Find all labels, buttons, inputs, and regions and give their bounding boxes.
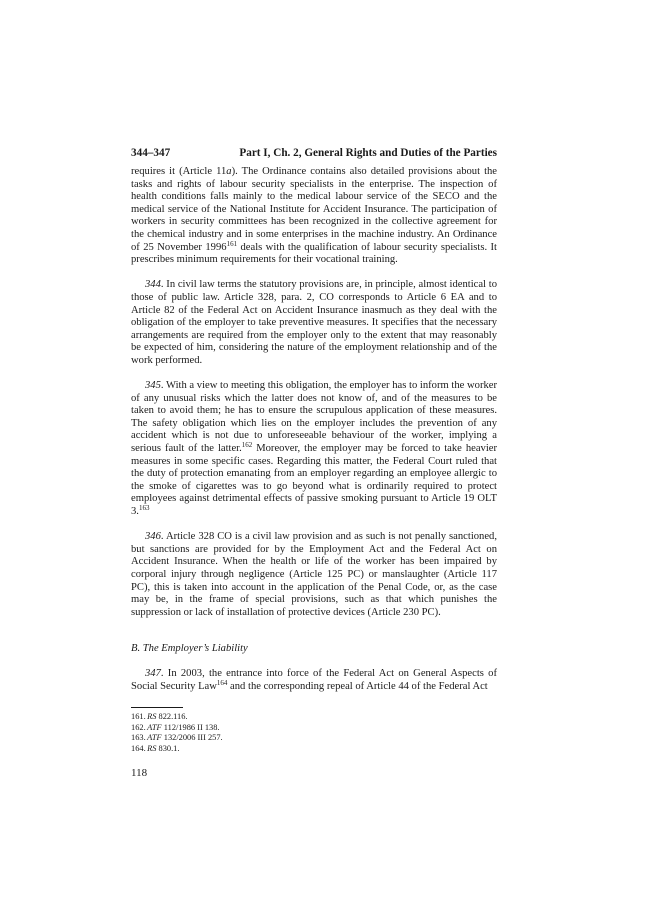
footnote-ref-161[interactable]: 161 (226, 239, 238, 248)
paragraph-number: 346 (145, 531, 161, 543)
footnotes (131, 712, 497, 754)
paragraph-number: 345 (145, 380, 161, 392)
header-paragraph-range: 344–347 (131, 147, 171, 159)
book-page (131, 146, 497, 780)
paragraph-number: 347 (145, 667, 161, 679)
section-heading-b: B. The Employer’s Liability (131, 643, 248, 655)
footnote-divider (131, 707, 183, 708)
footnote: 161. RS 822.116. (131, 712, 188, 722)
running-header (131, 146, 497, 160)
paragraph-number: 344 (145, 279, 161, 291)
paragraph-344: 344. In civil law terms the statutory provisions are, in principle, almost identical to those of public law. Article 328, para. 2, CO corresponds to Article 6 EA and to Article 82 of the Federal Act on Accident Insurance inasmuch as they deal with the obligation of the employer to take preventive measures. It specifies that the necessary arrangements are required from the employer only to the extent that may reasonably be expected of him, considering the nature of the employment relationship and of the work performed. (131, 279, 497, 366)
footnote: 164. RS 830.1. (131, 743, 180, 753)
paragraph-346: 346. Article 328 CO is a civil law provision and as such is not penally sanctioned, but sanctions are provided for by the Employment Act and the Federal Act on Accident Insurance. When the health or life of the worker has been impaired by corporal injury through negligence (Article 125 PC) or manslaughter (Article 117 PC), this is taken into account in the application of the Penal Code, or, as the case may be, in the frame of special provisions, such as that which punishes the suppression or lack of installation of protective devices (Article 230 PC). (131, 531, 497, 618)
footnote-ref-164[interactable]: 164 (216, 678, 228, 687)
footnote: 162. ATF 112/1986 II 138. (131, 722, 220, 732)
footnote: 163. ATF 132/2006 III 257. (131, 733, 223, 743)
intro-paragraph: requires it (Article 11a). The Ordinance contains also detailed provisions about the tasks and rights of labour security specialists in the enterprise. The inspection of health conditions falls mainly to the medical labour service of the SECO and the medical service of the National Institute for Accident Insurance. The participation of workers in security committees has been recognized in the collective agreement for the chemical industry and in some enterprises in the machine industry. An Ordinance of 25 November 1996$^{161}$ deals with the qualification of labour security specialists. It prescribes minimum requirements for their vocational training. (131, 166, 498, 266)
paragraph-347: 347. In 2003, the entrance into force of the Federal Act on General Aspects of Social Security Law$^{164}$ and the corresponding repeal of Article 44 of the Federal Act (131, 667, 497, 692)
page-number: 118 (131, 766, 148, 779)
paragraph-345: 345. With a view to meeting this obligation, the employer has to inform the worker of any unusual risks which the latter does not know of, and of the measures to be taken to avoid them; he has to ensure the scrupulous application of these measures. The safety obligation which lies on the employer includes the prevention of any accident which is not due to unforeseeable behaviour of the worker, implying a serious fault of the latter.$^{162}$ Moreover, the employer may be forced to take heavier measures in some specific cases. Regarding this matter, the Federal Court ruled that the duty of protection emanating from an employer regarding an employee allergic to the smoke of cigarettes was to go beyond what is ordinarily required to protect employees against detrimental effects of passive smoking pursuant to Article 19 OLT 3.$^{163}$ (131, 380, 497, 518)
header-chapter-title: Part I, Ch. 2, General Rights and Duties of the Parties (239, 147, 497, 159)
footnote-ref-163[interactable]: 163 (138, 504, 150, 513)
footnote-ref-162[interactable]: 162 (241, 441, 253, 450)
